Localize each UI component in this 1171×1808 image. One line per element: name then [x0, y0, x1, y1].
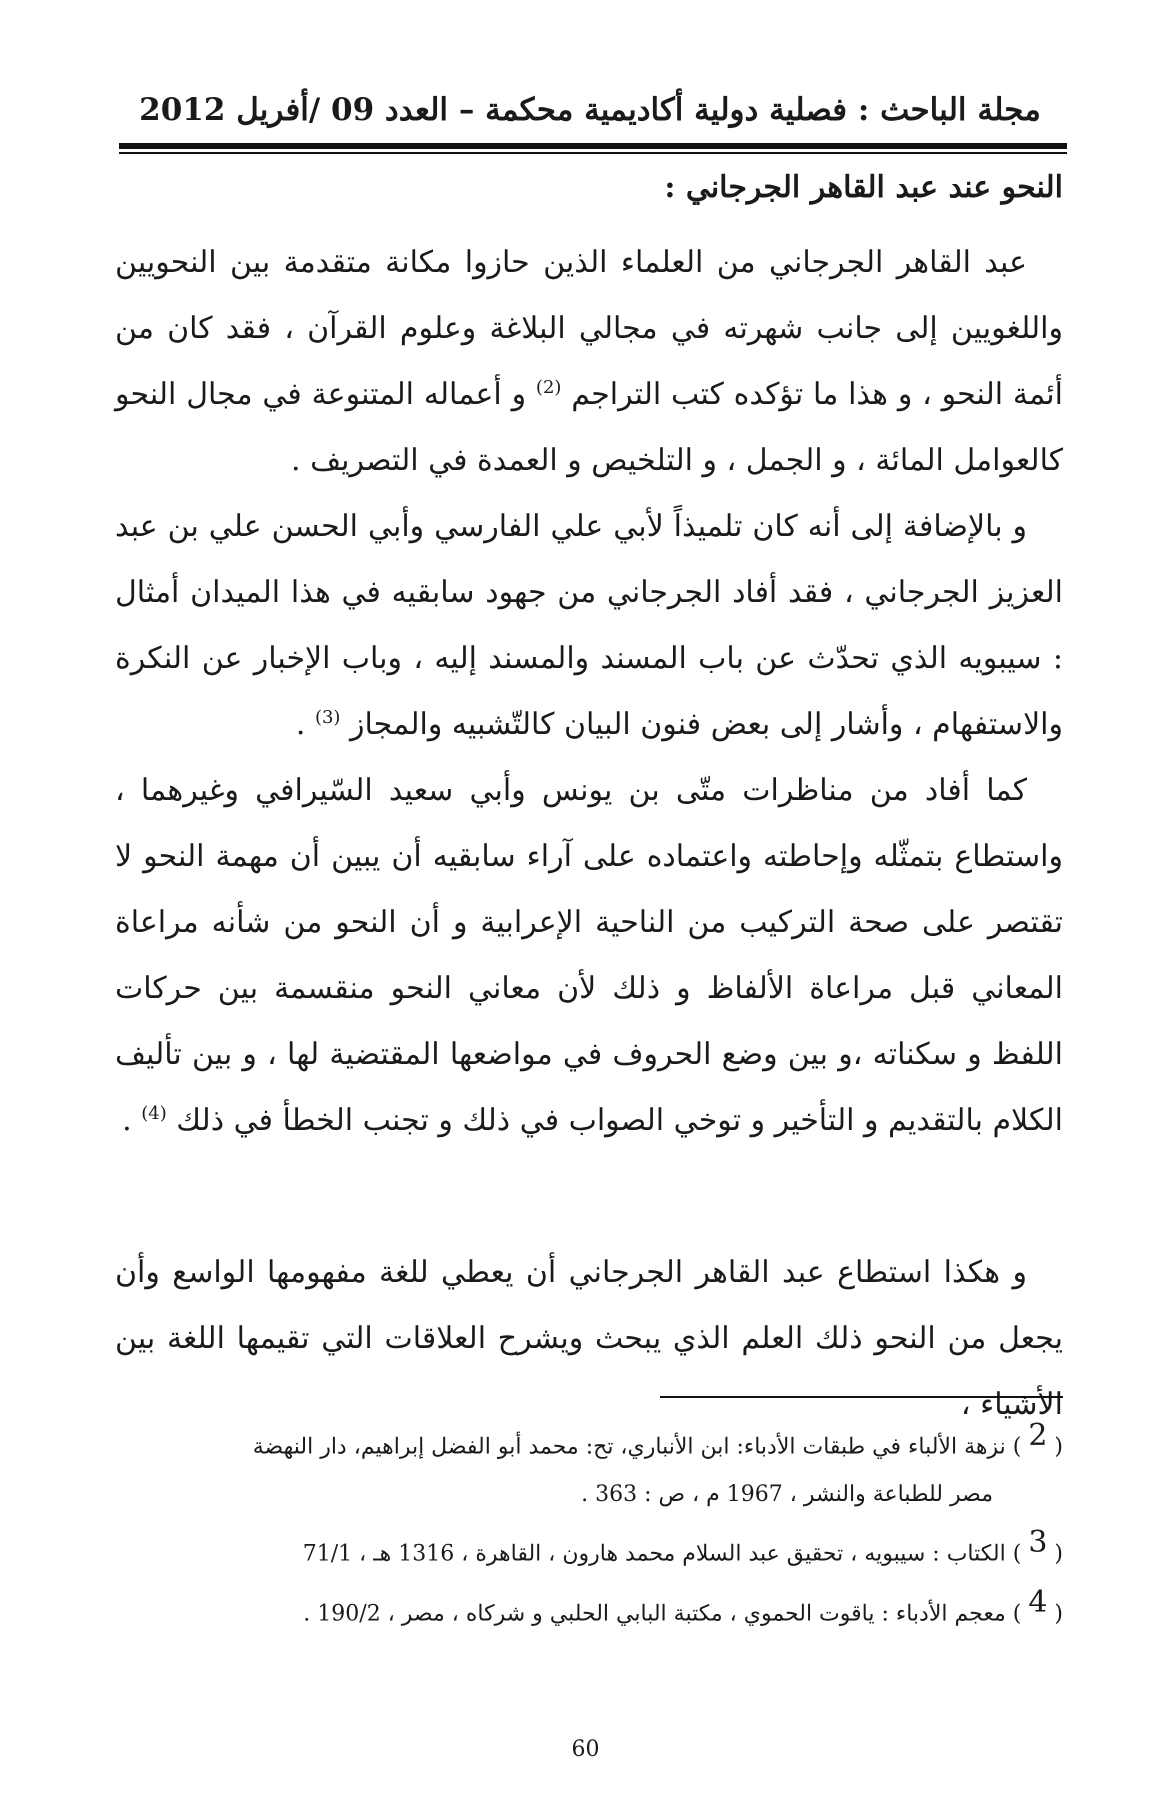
footnote-2-continuation-text: مصر للطباعة والنشر ، 1967 م ، ص : 363 . — [581, 1482, 993, 1508]
footnote-4-open: ( — [1054, 1600, 1063, 1626]
footnote-2 — [113, 1412, 1063, 1471]
footnote-4-number: 4 — [1028, 1584, 1048, 1620]
paragraph-1-text-a: عبد القاهر الجرجاني من العلماء الذين حازوا مكانة متقدمة بين النحويين واللغويين إلى جانب شهرته في مجالي البلاغة وعلوم القرآن ، فقد كان من أئمة النحو ، و هذا ما تؤكده كتب التراجم — [115, 245, 1063, 412]
paragraph-1 — [115, 230, 1063, 494]
footnote-3-text: ) الكتاب : سيبويه ، تحقيق عبد السلام محمد هارون ، القاهرة ، 1316 هـ ، 71/1 — [302, 1541, 1022, 1567]
footnote-3 — [113, 1519, 1063, 1578]
footnote-ref-2: (2) — [535, 377, 562, 398]
paragraph-1-text-b: و أعماله المتنوعة في مجال النحو كالعوامل المائة ، و الجمل ، و التلخيص و العمدة في التصريف . — [115, 377, 1063, 478]
header-rule — [119, 143, 1067, 154]
footnote-rule — [660, 1396, 1063, 1398]
paragraph-3-text-a: كما أفاد من مناظرات متّى بن يونس وأبي سعيد السّيرافي وغيرهما ، واستطاع بتمثّله وإحاطته واعتماده على آراء سابقيه أن يبين أن مهمة النحو لا تقتصر على صحة التركيب من الناحية الإعرابية و أن النحو من شأنه مراعاة المعاني قبل مراعاة الألفاظ و ذلك لأن معاني النحو منقسمة بين حركات اللفظ و سكناته ،و بين وضع الحروف في مواضعها المقتضية لها ، و بين تأليف الكلام بالتقديم و التأخير و توخي الصواب في ذلك و تجنب الخطأ في ذلك — [115, 773, 1063, 1138]
section-heading: النحو عند عبد القاهر الجرجاني : — [664, 170, 1063, 205]
paragraph-2 — [115, 494, 1063, 758]
paragraph-2-text-a: و بالإضافة إلى أنه كان تلميذاً لأبي علي الفارسي وأبي الحسن علي بن عبد العزيز الجرجاني ، فقد أفاد الجرجاني من جهود سابقيه في هذا الميدان أمثال : سيبويه الذي تحدّث عن باب المسند والمسند إليه ، وباب الإخبار عن النكرة والاستفهام ، وأشار إلى بعض فنون البيان كالتّشبيه والمجاز — [115, 509, 1063, 742]
running-header: مجلة الباحث : فصلية دولية أكاديمية محكمة – العدد 09 /أفريل 2012 — [139, 92, 1041, 128]
footnote-4-text: ) معجم الأدباء : ياقوت الحموي ، مكتبة البابي الحلبي و شركاه ، مصر ، 190/2 . — [303, 1600, 1022, 1626]
footnote-2-open: ( — [1054, 1434, 1063, 1460]
paragraph-3 — [115, 758, 1063, 1154]
footnote-2-text: ) نزهة الألباء في طبقات الأدباء: ابن الأنباري، تح: محمد أبو الفضل إبراهيم، دار النهضة — [252, 1434, 1022, 1460]
footnote-ref-4: (4) — [141, 1103, 167, 1124]
footnote-3-open: ( — [1054, 1541, 1063, 1567]
footnote-2-continuation — [113, 1471, 1063, 1519]
paragraph-4 — [115, 1240, 1063, 1438]
footnotes — [113, 1412, 1063, 1638]
page-number: 60 — [571, 1737, 600, 1762]
paragraph-4-text: و هكذا استطاع عبد القاهر الجرجاني أن يعطي للغة مفهومها الواسع وأن يجعل من النحو ذلك العلم الذي يبحث ويشرح العلاقات التي تقيمها اللغة بين الأشياء ، — [115, 1255, 1063, 1422]
footnote-ref-3: (3) — [314, 707, 341, 728]
footnote-3-number: 3 — [1028, 1525, 1048, 1561]
footnote-2-number: 2 — [1028, 1418, 1048, 1453]
footnote-4 — [113, 1579, 1063, 1638]
paragraph-2-text-b: . — [295, 707, 306, 742]
paragraph-3-text-b: . — [122, 1103, 132, 1138]
